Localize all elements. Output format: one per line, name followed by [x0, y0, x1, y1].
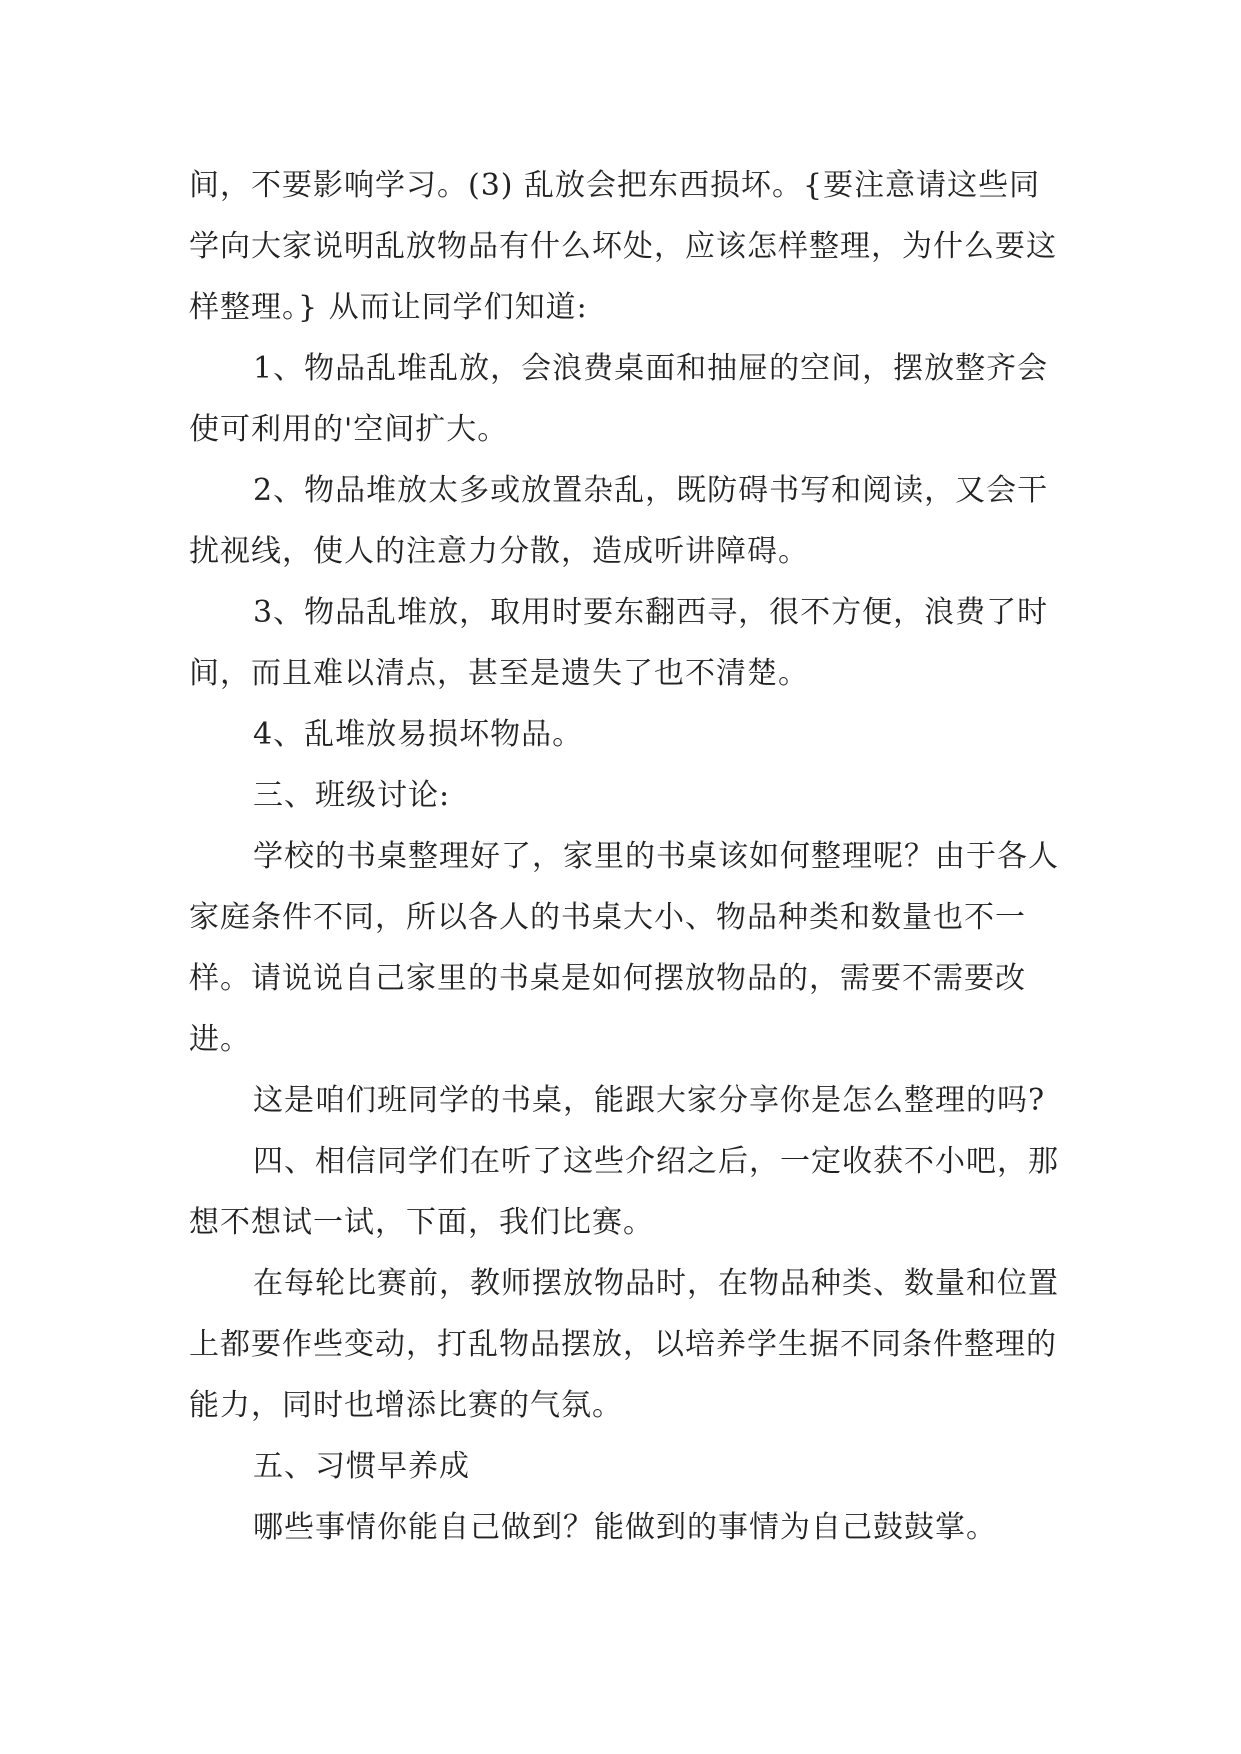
- document-body: [189, 155, 1069, 1558]
- paragraph-point-2: 2、物品堆放太多或放置杂乱，既防碍书写和阅读，又会干扰视线，使人的注意力分散，造成听讲障碍。: [189, 473, 1049, 569]
- section-heading-class-discussion: 三、班级讨论:: [253, 778, 451, 813]
- paragraph-point-1: 1、物品乱堆乱放，会浪费桌面和抽屉的空间，摆放整齐会使可利用的'空间扩大。: [189, 351, 1049, 447]
- section-heading-competition: 四、相信同学们在听了这些介绍之后，一定收获不小吧，那想不想试一试，下面，我们比赛。: [189, 1144, 1059, 1240]
- paragraph-continuation: 间，不要影响学习。(3) 乱放会把东西损坏。{要注意请这些同学向大家说明乱放物品有什么坏处，应该怎样整理，为什么要这样整理。} 从而让同学们知道:: [189, 168, 1057, 325]
- paragraph-point-4: 4、乱堆放易损坏物品。: [253, 717, 584, 752]
- paragraph-competition-rules: 在每轮比赛前，教师摆放物品时，在物品种类、数量和位置上都要作些变动，打乱物品摆放，以培养学生据不同条件整理的能力，同时也增添比赛的气氛。: [189, 1266, 1059, 1423]
- section-heading-habits: 五、习惯早养成: [253, 1449, 470, 1484]
- paragraph-point-3: 3、物品乱堆放，取用时要东翻西寻，很不方便，浪费了时间，而且难以清点，甚至是遗失了也不清楚。: [189, 595, 1049, 691]
- paragraph-home-desk: 学校的书桌整理好了，家里的书桌该如何整理呢？由于各人家庭条件不同，所以各人的书桌大小、物品种类和数量也不一样。请说说自己家里的书桌是如何摆放物品的，需要不需要改进。: [189, 839, 1059, 1057]
- paragraph-closing-question: 哪些事情你能自己做到？能做到的事情为自己鼓鼓掌。: [253, 1510, 997, 1545]
- paragraph-share-question: 这是咱们班同学的书桌，能跟大家分享你是怎么整理的吗?: [253, 1083, 1046, 1118]
